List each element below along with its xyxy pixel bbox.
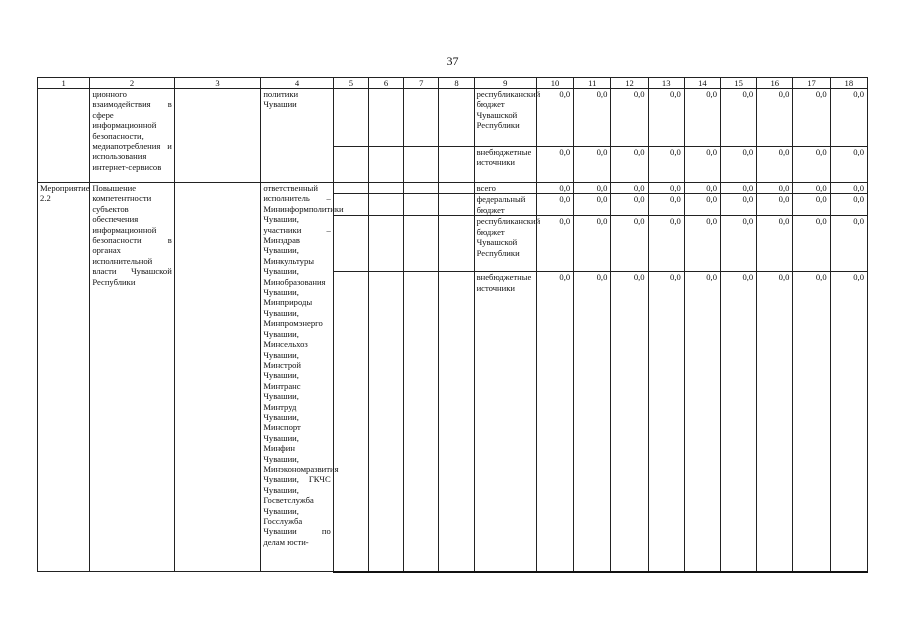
code-cell [404, 183, 439, 194]
column-header: 16 [757, 78, 793, 89]
executor-cell: политики Чувашии [261, 89, 333, 183]
funding-source-cell: всего [474, 183, 536, 194]
column-header: 15 [721, 78, 757, 89]
amount-cell: 0,0 [721, 147, 757, 183]
code-cell [404, 89, 439, 147]
column-header: 4 [261, 78, 333, 89]
amount-cell: 0,0 [611, 147, 648, 183]
column-header: 18 [830, 78, 867, 89]
amount-cell: 0,0 [721, 216, 757, 272]
column-header: 3 [174, 78, 261, 89]
code-cell [404, 147, 439, 183]
table-row [38, 89, 868, 147]
code-cell [404, 194, 439, 216]
measure-id-cell: Мероприятие 2.2 [38, 183, 90, 572]
code-cell [439, 147, 474, 183]
amount-cell: 0,0 [757, 272, 793, 572]
code-cell [404, 216, 439, 272]
code-cell [439, 89, 474, 147]
executor-cell: ответственный исполнитель – Мининформполитики Чувашии, участники – Минздрав Чувашии, Минкультуры Чувашии, Минобразования Чувашии, Минприроды Чувашии, Минпромэнерго Чувашии, Минсельхоз Чувашии, Минстрой Чувашии, Минтранс Чувашии, Минтруд Чувашии, Минспорт Чувашии, Минфин Чувашии, Минэкономразвития Чувашии, ГКЧС Чувашии, Госветслужба Чувашии, Госслужба Чувашии по делам юсти- [261, 183, 333, 572]
code-cell [368, 147, 403, 183]
amount-cell: 0,0 [793, 194, 830, 216]
amount-cell: 0,0 [574, 272, 611, 572]
amount-cell: 0,0 [793, 272, 830, 572]
header-row [38, 78, 868, 89]
amount-cell: 0,0 [721, 194, 757, 216]
column-header: 7 [404, 78, 439, 89]
amount-cell: 0,0 [830, 194, 867, 216]
amount-cell: 0,0 [536, 272, 573, 572]
amount-cell: 0,0 [757, 183, 793, 194]
code-cell [368, 183, 403, 194]
column-header: 11 [574, 78, 611, 89]
amount-cell: 0,0 [536, 183, 573, 194]
amount-cell: 0,0 [611, 216, 648, 272]
funding-source-cell: внебюджетные источники [474, 147, 536, 183]
amount-cell: 0,0 [574, 194, 611, 216]
amount-cell: 0,0 [536, 147, 573, 183]
amount-cell: 0,0 [684, 216, 720, 272]
amount-cell: 0,0 [648, 216, 684, 272]
amount-cell: 0,0 [757, 147, 793, 183]
code-cell [333, 147, 368, 183]
amount-cell: 0,0 [536, 216, 573, 272]
code-cell [368, 272, 403, 572]
amount-cell: 0,0 [757, 89, 793, 147]
measure-name-cell: Повышение компетентности субъектов обеспечения информационной безопасности в органах исполнительной власти Чувашской Республики [90, 183, 175, 572]
goal-cell [174, 89, 261, 183]
page-number: 37 [446, 54, 459, 68]
amount-cell: 0,0 [648, 89, 684, 147]
amount-cell: 0,0 [721, 272, 757, 572]
column-header: 17 [793, 78, 830, 89]
column-header: 2 [90, 78, 175, 89]
measure-id-cell [38, 89, 90, 183]
code-cell [439, 216, 474, 272]
amount-cell: 0,0 [611, 183, 648, 194]
column-header: 1 [38, 78, 90, 89]
amount-cell: 0,0 [721, 89, 757, 147]
amount-cell: 0,0 [684, 194, 720, 216]
amount-cell: 0,0 [721, 183, 757, 194]
column-header: 14 [684, 78, 720, 89]
code-cell [368, 216, 403, 272]
column-header: 6 [368, 78, 403, 89]
column-header: 10 [536, 78, 573, 89]
funding-source-cell: республиканский бюджет Чувашской Республики [474, 89, 536, 147]
amount-cell: 0,0 [830, 147, 867, 183]
amount-cell: 0,0 [536, 194, 573, 216]
code-cell [404, 272, 439, 572]
amount-cell: 0,0 [793, 147, 830, 183]
amount-cell: 0,0 [574, 147, 611, 183]
amount-cell: 0,0 [830, 183, 867, 194]
funding-source-cell: внебюджетные источники [474, 272, 536, 572]
amount-cell: 0,0 [684, 89, 720, 147]
table-row [38, 183, 868, 194]
amount-cell: 0,0 [648, 183, 684, 194]
amount-cell: 0,0 [611, 194, 648, 216]
amount-cell: 0,0 [574, 183, 611, 194]
column-header: 13 [648, 78, 684, 89]
amount-cell: 0,0 [648, 147, 684, 183]
goal-cell [174, 183, 261, 572]
table-body [38, 78, 868, 572]
code-cell [333, 216, 368, 272]
amount-cell: 0,0 [684, 272, 720, 572]
amount-cell: 0,0 [684, 183, 720, 194]
code-cell [333, 89, 368, 147]
column-header: 8 [439, 78, 474, 89]
column-header: 5 [333, 78, 368, 89]
budget-table [37, 77, 868, 573]
funding-source-cell: федеральный бюджет [474, 194, 536, 216]
code-cell [333, 183, 368, 194]
amount-cell: 0,0 [611, 272, 648, 572]
amount-cell: 0,0 [648, 272, 684, 572]
amount-cell: 0,0 [574, 89, 611, 147]
column-header: 12 [611, 78, 648, 89]
amount-cell: 0,0 [830, 89, 867, 147]
column-header: 9 [474, 78, 536, 89]
amount-cell: 0,0 [793, 89, 830, 147]
measure-name-cell: ционного взаимодействия в сфере информационной безопасности, медиапотребления и использования интернет-сервисов [90, 89, 175, 183]
amount-cell: 0,0 [684, 147, 720, 183]
code-cell [439, 194, 474, 216]
code-cell [368, 194, 403, 216]
amount-cell: 0,0 [793, 216, 830, 272]
amount-cell: 0,0 [757, 216, 793, 272]
amount-cell: 0,0 [536, 89, 573, 147]
amount-cell: 0,0 [830, 272, 867, 572]
amount-cell: 0,0 [830, 216, 867, 272]
amount-cell: 0,0 [793, 183, 830, 194]
code-cell [439, 183, 474, 194]
code-cell [333, 272, 368, 572]
funding-source-cell: республиканский бюджет Чувашской Республики [474, 216, 536, 272]
amount-cell: 0,0 [574, 216, 611, 272]
amount-cell: 0,0 [611, 89, 648, 147]
code-cell [368, 89, 403, 147]
amount-cell: 0,0 [648, 194, 684, 216]
amount-cell: 0,0 [757, 194, 793, 216]
code-cell [439, 272, 474, 572]
